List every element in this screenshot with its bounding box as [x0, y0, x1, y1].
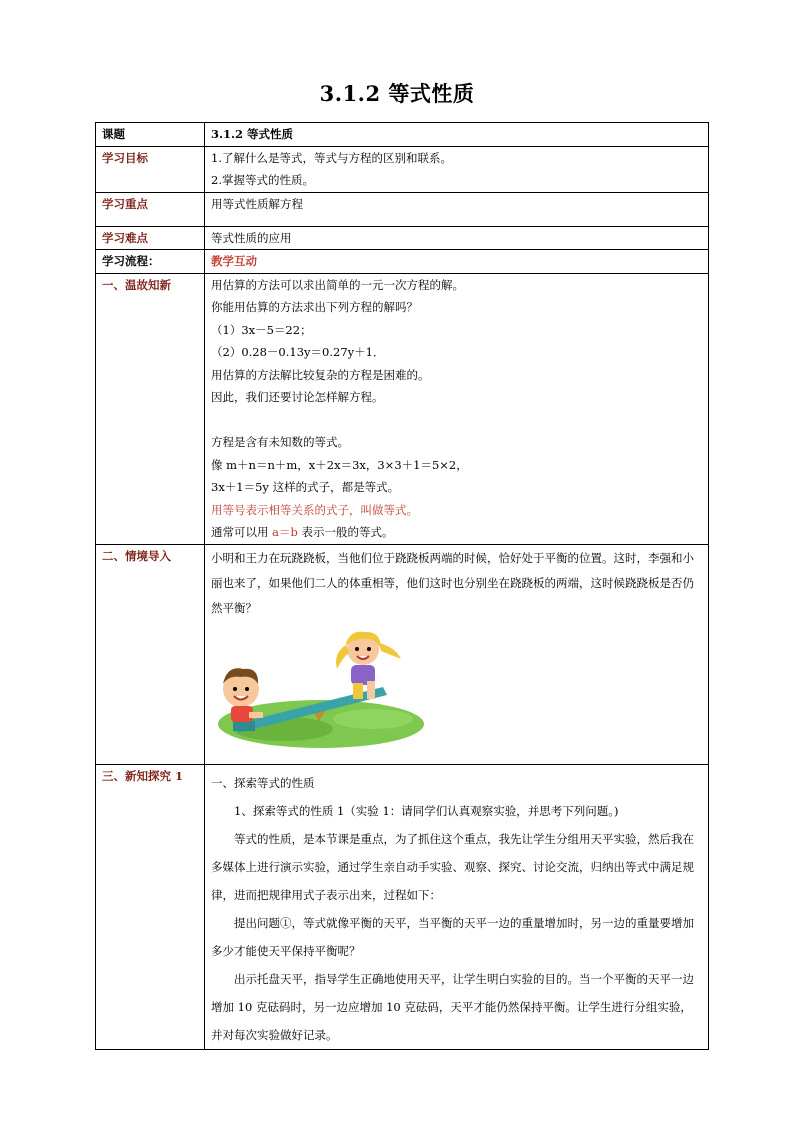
goals-value [205, 146, 709, 192]
review-label: 一、温故知新 [96, 273, 205, 544]
process-label: 学习流程： [96, 250, 205, 274]
table-row [96, 192, 709, 226]
table-row [96, 764, 709, 1049]
equation-definition: 用等号表示相等关系的式子，叫做等式。 [211, 502, 418, 517]
key-point-label: 学习重点 [96, 192, 205, 226]
seesaw-illustration [213, 629, 428, 754]
table-row [96, 273, 709, 544]
goal-line: 2.掌握等式的性质。 [211, 173, 314, 187]
review-content [205, 273, 709, 544]
page-title: 3.1.2 等式性质 [319, 81, 475, 106]
explore-subheading: 1、探索等式的性质 1（实验 1：请同学们认真观察实验，并思考下列问题。) [234, 803, 619, 818]
lesson-plan-table [95, 122, 709, 1050]
review-line: 你能用估算的方法求出下列方程的解吗？ [211, 300, 418, 314]
review-line: 用估算的方法解比较复杂的方程是困难的。 [211, 367, 430, 382]
explore-paragraph: 等式的性质，是本节课是重点，为了抓住这个重点，我先让学生分组用天平实验，然后我在多媒体上进行演示实验，通过学生亲自动手实验、观察、探究、讨论交流，归纳出等式中满足规律，进而把规律用式子表示出来，过程如下： [211, 831, 694, 902]
review-line: 3x＋1＝5y 这样的式子，都是等式。 [211, 480, 400, 494]
scenario-text: 小明和王力在玩跷跷板，当他们位于跷跷板两端的时候，恰好处于平衡的位置。这时，李强和小丽也来了，如果他们二人的体重相等，他们这时也分别坐在跷跷板的两端，这时候跷跷板是否仍然平衡？ [211, 550, 694, 615]
difficulty-value: 等式性质的应用 [205, 226, 709, 250]
table-row [96, 146, 709, 192]
table-row [96, 250, 709, 274]
general-expression: a＝b [272, 525, 298, 539]
table-row [96, 123, 709, 147]
goals-label: 学习目标 [96, 146, 205, 192]
scenario-label: 二、情境导入 [96, 544, 205, 764]
table-row [96, 226, 709, 250]
explore-paragraph: 出示托盘天平，指导学生正确地使用天平，让学生明白实验的目的。当一个平衡的天平一边增加 10 克砝码时，另一边应增加 10 克砝码，天平才能仍然保持平衡。让学生进行分组实验，并对每次实验做好记录。 [211, 971, 694, 1042]
review-line: 用估算的方法可以求出简单的一元一次方程的解。 [211, 277, 464, 292]
general-suffix: 表示一般的等式。 [297, 525, 394, 539]
general-equation-line [211, 521, 702, 544]
spacer [211, 409, 702, 432]
table-row [96, 544, 709, 764]
general-prefix: 通常可以用 [211, 525, 273, 539]
goal-line: 1.了解什么是等式，等式与方程的区别和联系。 [211, 150, 452, 165]
difficulty-label: 学习难点 [96, 226, 205, 250]
explore-content [205, 764, 709, 1049]
review-line: （1）3x－5＝22； [211, 322, 312, 337]
scenario-content [205, 544, 709, 764]
girl-icon [336, 631, 401, 698]
review-line: 方程是含有未知数的等式。 [211, 435, 349, 449]
review-line: 像 m＋n＝n＋m，x＋2x＝3x，3×3＋1＝5×2， [211, 457, 468, 472]
explore-paragraph: 提出问题①，等式就像平衡的天平，当平衡的天平一边的重量增加时，另一边的重量要增加多少才能使天平保持平衡呢？ [211, 915, 694, 958]
explore-heading: 一、探索等式的性质 [211, 775, 315, 790]
explore-label: 三、新知探究 1 [96, 764, 205, 1049]
topic-value: 3.1.2 等式性质 [205, 123, 709, 147]
review-line: （2）0.28－0.13y＝0.27y＋1． [211, 345, 385, 359]
process-value: 教学互动 [205, 250, 709, 274]
key-point-value: 用等式性质解方程 [205, 192, 709, 226]
review-line: 因此，我们还要讨论怎样解方程。 [211, 390, 384, 404]
topic-label: 课题 [96, 123, 205, 147]
